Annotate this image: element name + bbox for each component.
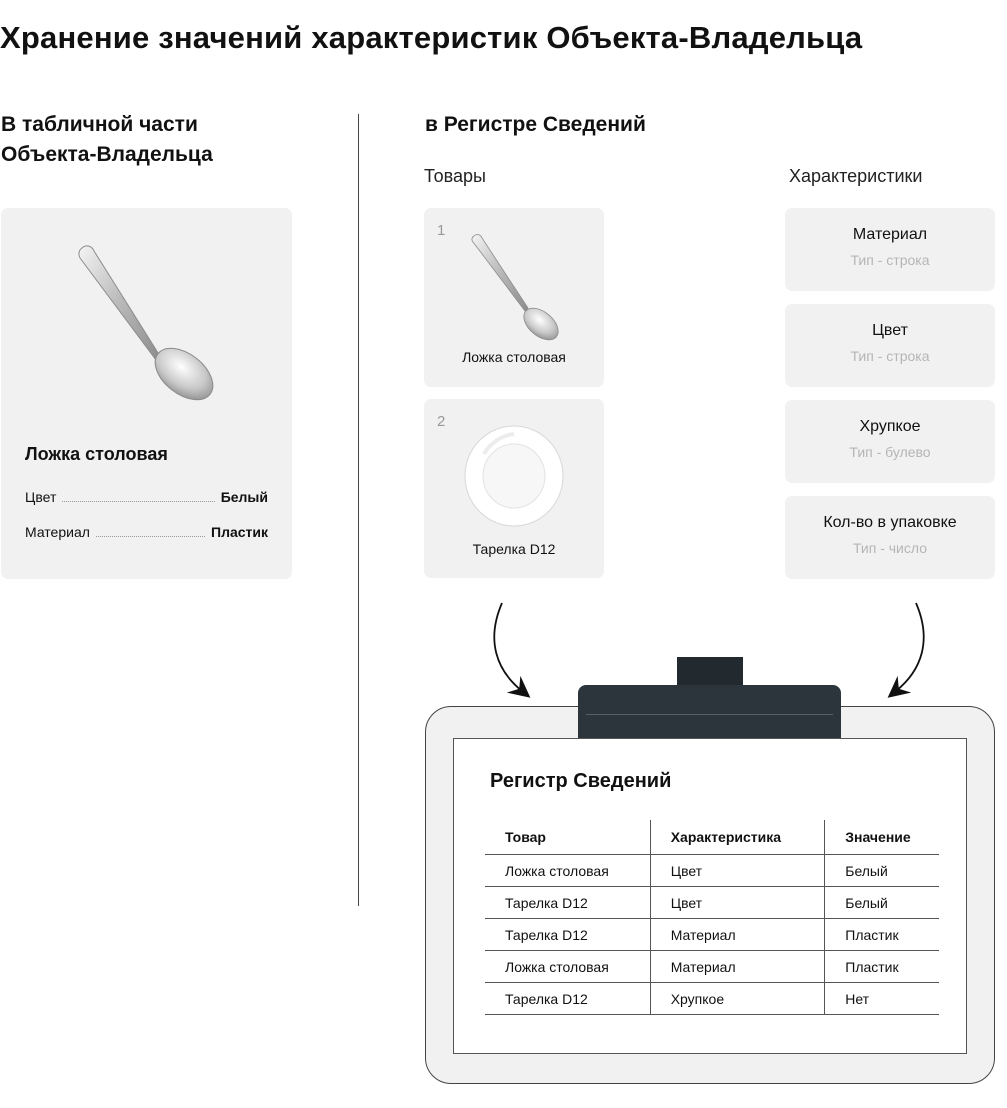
characteristic-card-material bbox=[785, 208, 995, 291]
cell-value: Пластик bbox=[825, 919, 939, 951]
cell-value: Белый bbox=[825, 887, 939, 919]
product-name: Тарелка D12 bbox=[472, 541, 556, 557]
cell-characteristic: Хрупкое bbox=[650, 983, 825, 1015]
characteristic-name: Материал bbox=[852, 226, 928, 243]
arrow-left-icon bbox=[480, 595, 540, 705]
products-label: Товары bbox=[424, 166, 486, 186]
clipboard-clip bbox=[578, 685, 841, 741]
table-row bbox=[485, 887, 939, 919]
cell-characteristic: Цвет bbox=[650, 887, 825, 919]
cell-product: Тарелка D12 bbox=[485, 983, 650, 1015]
characteristic-card-color bbox=[785, 304, 995, 387]
left-heading-line2: Объекта-Владельца bbox=[1, 143, 213, 166]
register-table bbox=[485, 820, 939, 1015]
characteristic-type: Тип - строка bbox=[850, 252, 930, 268]
arrow-right-icon bbox=[880, 595, 940, 705]
characteristics-label: Характеристики bbox=[789, 166, 923, 186]
product-number: 2 bbox=[437, 413, 446, 430]
page-title: Хранение значений характеристик Объекта-Владельца bbox=[0, 20, 863, 55]
spoon-icon bbox=[464, 228, 564, 343]
cell-characteristic: Цвет bbox=[650, 855, 825, 887]
cell-product: Тарелка D12 bbox=[485, 887, 650, 919]
product-card-plate bbox=[424, 399, 604, 578]
column-header-product: Товар bbox=[505, 829, 546, 845]
left-heading bbox=[1, 110, 213, 170]
characteristic-type: Тип - число bbox=[852, 540, 927, 556]
characteristic-name: Цвет bbox=[872, 322, 908, 339]
product-number: 1 bbox=[437, 222, 446, 239]
property-name: Материал bbox=[25, 524, 90, 540]
product-card-spoon bbox=[424, 208, 604, 387]
spoon-icon bbox=[60, 236, 235, 411]
characteristic-card-fragile bbox=[785, 400, 995, 483]
property-name: Цвет bbox=[25, 489, 57, 505]
cell-characteristic: Материал bbox=[650, 919, 825, 951]
clipboard-clip-line bbox=[586, 714, 833, 715]
cell-product: Ложка столовая bbox=[485, 951, 650, 983]
dotted-leader bbox=[96, 535, 205, 537]
cell-characteristic: Материал bbox=[650, 951, 825, 983]
cell-product: Ложка столовая bbox=[485, 855, 650, 887]
section-divider bbox=[358, 114, 359, 906]
cell-value: Белый bbox=[825, 855, 939, 887]
characteristic-type: Тип - строка bbox=[850, 348, 930, 364]
cell-product: Тарелка D12 bbox=[485, 919, 650, 951]
column-header-value: Значение bbox=[825, 820, 939, 855]
table-row bbox=[485, 951, 939, 983]
property-value: Пластик bbox=[211, 524, 268, 540]
left-heading-line1: В табличной части bbox=[1, 113, 198, 136]
table-row bbox=[485, 983, 939, 1015]
column-header-characteristic: Характеристика bbox=[650, 820, 825, 855]
cell-value: Пластик bbox=[825, 951, 939, 983]
right-heading: в Регистре Сведений bbox=[425, 113, 646, 136]
characteristic-type: Тип - булево bbox=[849, 444, 931, 460]
table-row bbox=[485, 919, 939, 951]
cell-value: Нет bbox=[825, 983, 939, 1015]
table-row bbox=[485, 855, 939, 887]
plate-icon bbox=[464, 424, 564, 529]
characteristic-name: Кол-во в упаковке bbox=[823, 514, 957, 531]
table-header-row bbox=[485, 820, 939, 855]
product-name: Ложка столовая bbox=[462, 349, 566, 365]
register-title: Регистр Сведений bbox=[490, 770, 672, 792]
characteristic-card-pack-qty bbox=[785, 496, 995, 579]
owner-product-name: Ложка столовая bbox=[25, 444, 168, 464]
property-value: Белый bbox=[220, 489, 268, 505]
characteristic-name: Хрупкое bbox=[859, 418, 921, 435]
dotted-leader bbox=[62, 500, 214, 502]
property-row-color bbox=[25, 489, 268, 505]
property-row-material bbox=[25, 524, 268, 540]
